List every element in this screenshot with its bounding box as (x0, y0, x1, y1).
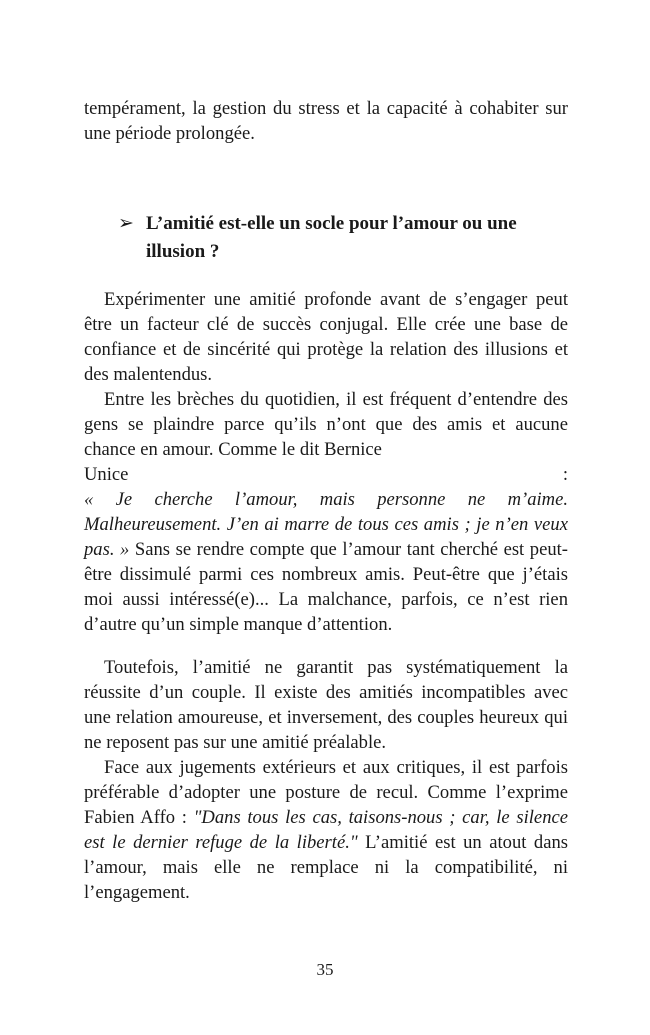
paragraph-3: Toutefois, l’amitié ne garantit pas systématiquement la réussite d’un couple. Il existe des amitiés incompatibles avec une relation amoureuse, et inversement, des couples heureux qui ne reposent pas sur une amitié préalable. (84, 657, 568, 753)
paragraph-4 (84, 755, 568, 905)
arrow-bullet-icon: ➢ (118, 213, 134, 234)
quote-fabien-affo: "Dans tous les cas, taisons-nous ; car, le silence est le dernier refuge de la liberté." (84, 807, 568, 853)
author-colon: : (562, 464, 568, 485)
page-number: 35 (316, 960, 334, 979)
paragraph-1: Expérimenter une amitié profonde avant de s’engager peut être un facteur clé de succès conjugal. Elle crée une base de confiance et de sincérité qui protège la relation des illusions et des malentendus. (84, 289, 568, 385)
paragraph-2-quote-block (84, 487, 568, 637)
body-block-1 (84, 287, 568, 637)
paragraph-2-intro: Entre les brèches du quotidien, il est fréquent d’entendre des gens se plaindre parce qu’ils n’ont que des amis et aucune chance en amour. Comme le dit Bernice (84, 389, 568, 460)
author-surname: Unice (84, 464, 129, 485)
section-heading-text: L’amitié est-elle un socle pour l’amour ou une illusion ? (146, 213, 517, 262)
author-line (84, 462, 568, 487)
intro-block (84, 96, 568, 146)
body-block-2 (84, 655, 568, 905)
quote-bernice-unice: « Je cherche l’amour, mais personne ne m’aime. Malheureusement. J’en ai marre de tous ces amis ; je n’en veux pas. » (84, 489, 568, 560)
intro-paragraph: tempérament, la gestion du stress et la capacité à cohabiter sur une période prolongée. (84, 98, 568, 144)
paragraph-4-conclusion: L’amitié est un atout dans l’amour, mais elle ne remplace ni la compatibilité, ni l’engagement. (84, 832, 568, 903)
paragraph-4-intro: Face aux jugements extérieurs et aux critiques, il est parfois préférable d’adopter une posture de recul. Comme l’exprime Fabien Affo : (84, 757, 568, 828)
section-heading (118, 210, 570, 266)
paragraph-2-continuation: Sans se rendre compte que l’amour tant cherché est peut-être dissimulé parmi ces nombreux amis. Peut-être que j’étais moi aussi intéressé(e)... La malchance, parfois, ce n’est rien d’autre qu’un simple manque d’attention. (84, 539, 568, 635)
